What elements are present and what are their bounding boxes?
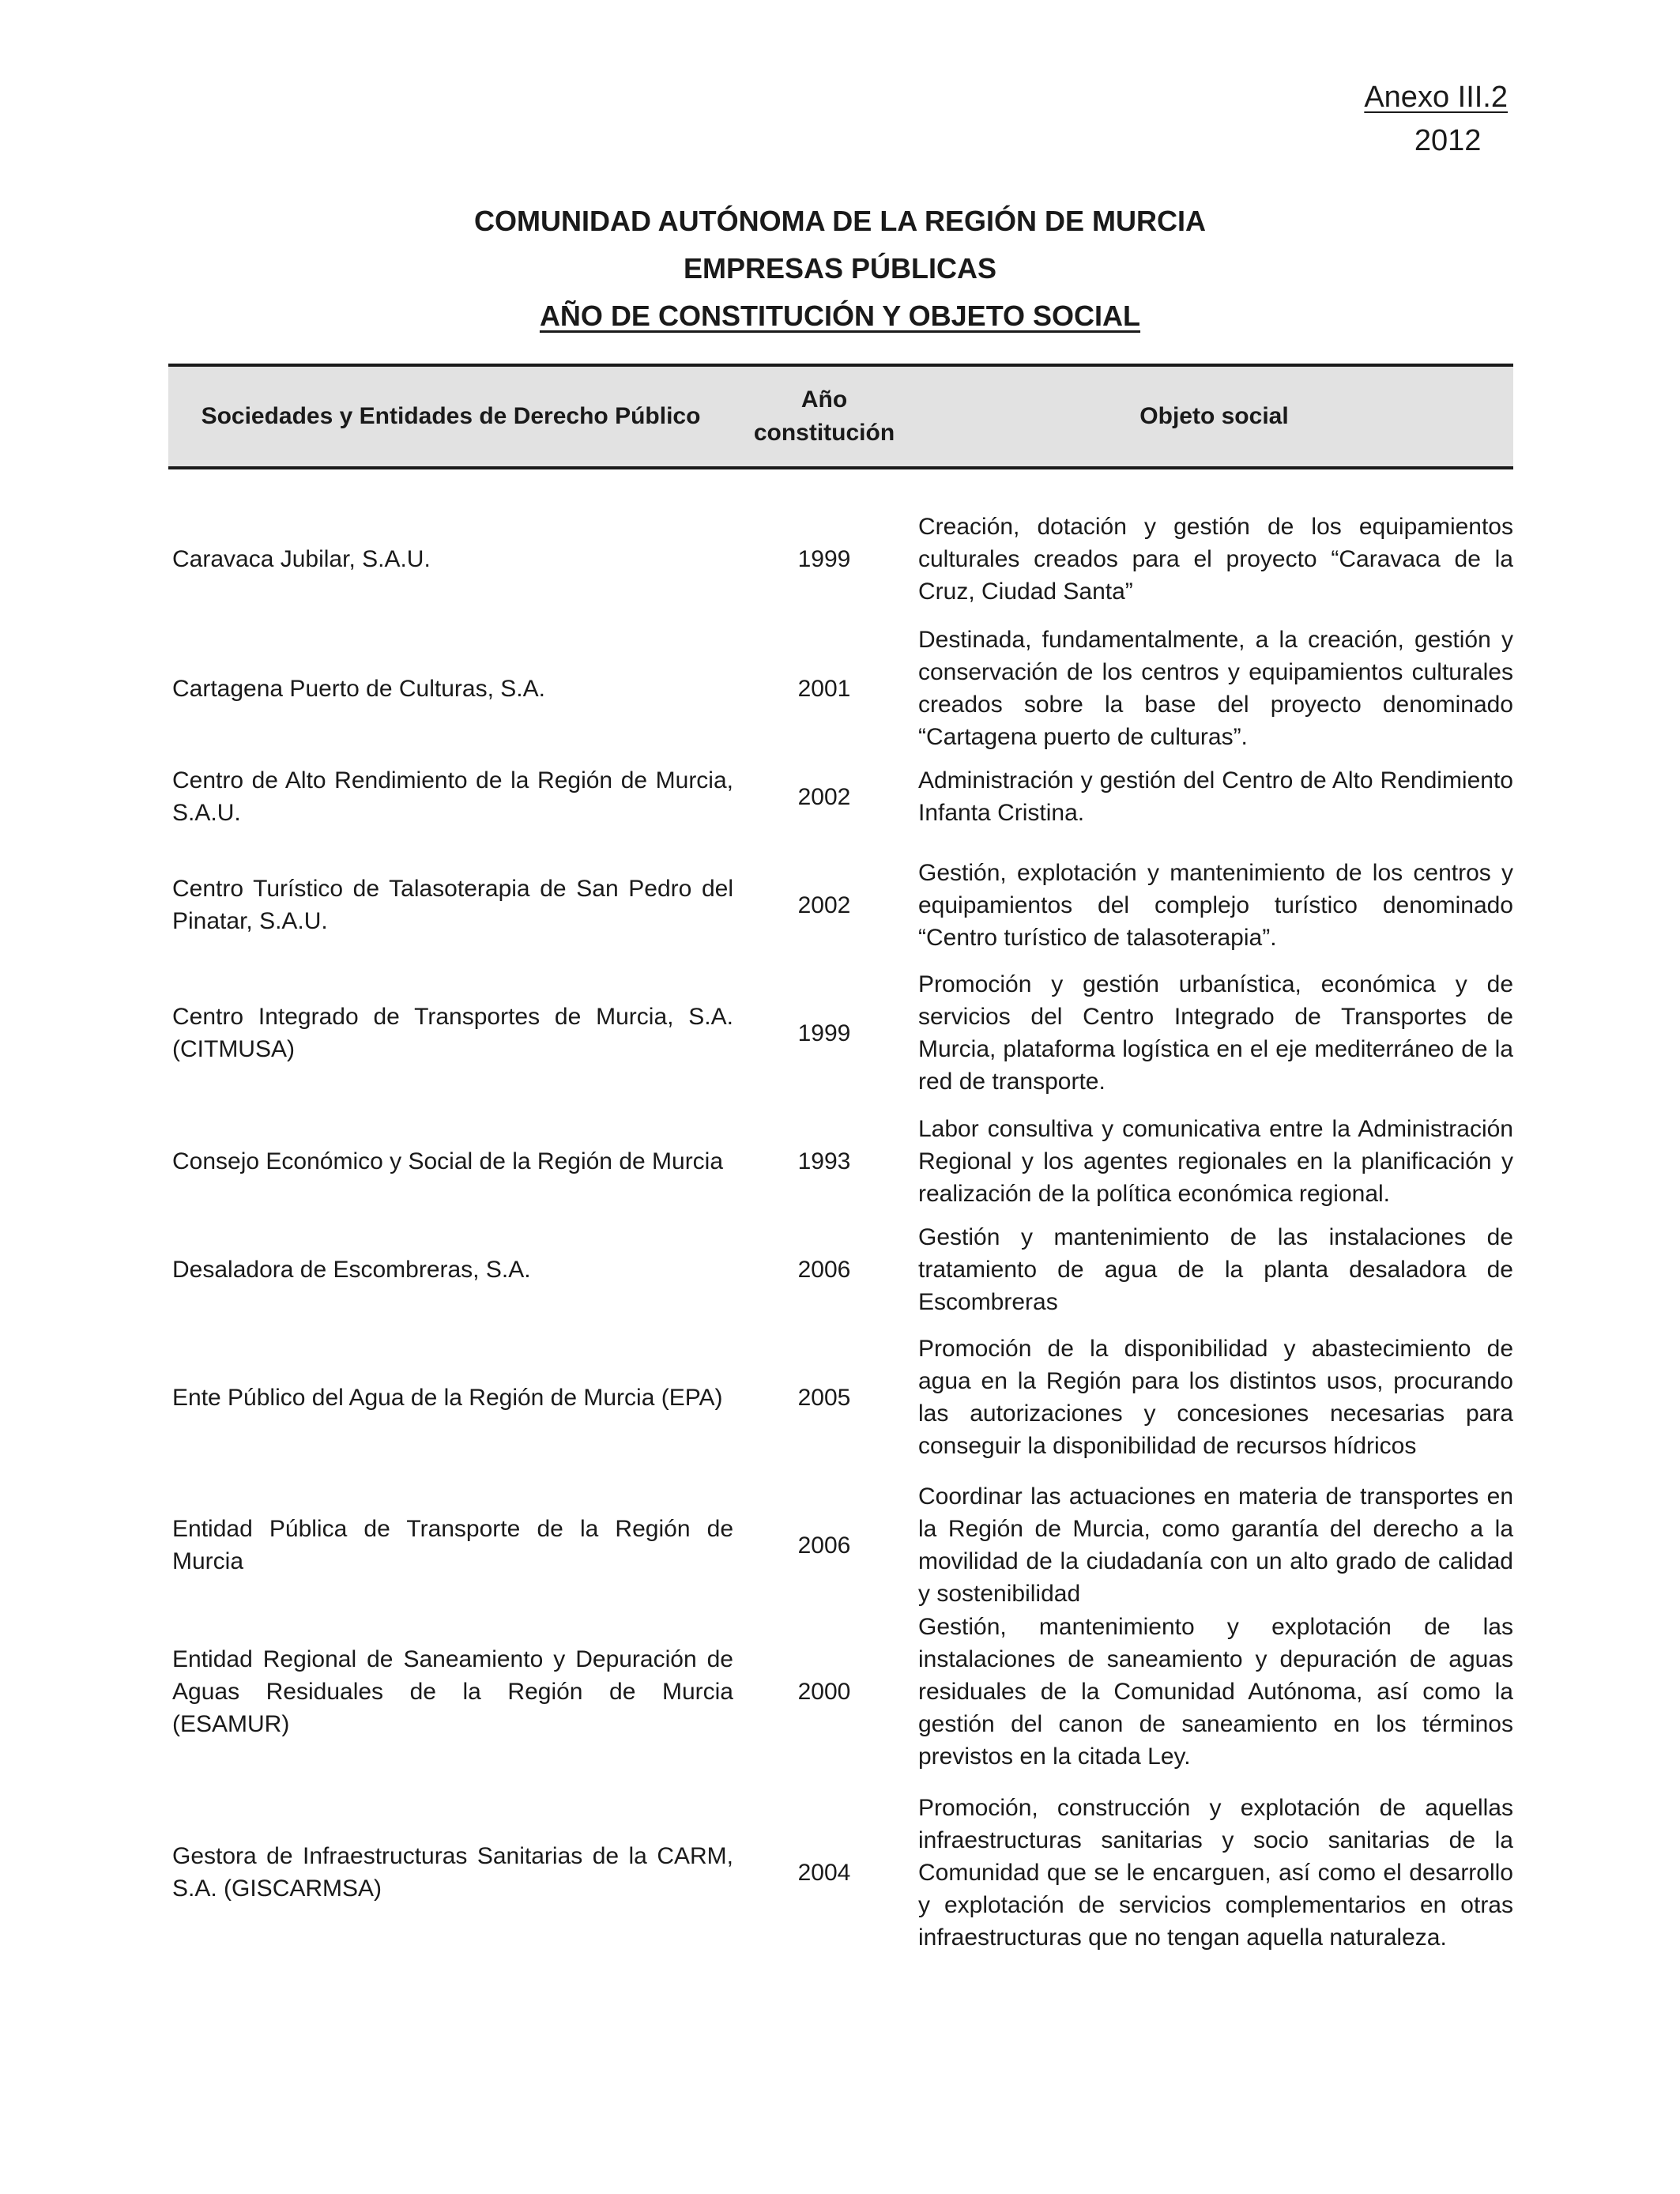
constitution-year: 2002 <box>797 783 851 810</box>
table-header <box>168 364 1513 469</box>
entity-name: Ente Público del Agua de la Región de Murcia (EPA) <box>172 1384 723 1411</box>
constitution-year: 2002 <box>797 892 851 918</box>
social-purpose: Coordinar las actuaciones en materia de transportes en la Región de Murcia, como garantía del derecho a la movilidad de la ciudadanía con un alto grado de calidad y sostenibilidad <box>918 1483 1513 1607</box>
header-year <box>733 383 915 450</box>
table-row <box>168 1097 1513 1225</box>
document-titles <box>0 198 1680 340</box>
table-row <box>168 1314 1513 1481</box>
social-purpose: Promoción, construcción y explotación de aquellas infraestructuras sanitarias y socio sanitarias de la Comunidad que se le encarguen, así como el desarrollo y explotación de servicios complementarios en otras infraestructuras que no tengan aquella naturaleza. <box>918 1794 1513 1951</box>
constitution-year: 1999 <box>797 1020 851 1046</box>
entity-name: Entidad Regional de Saneamiento y Depuración de Aguas Residuales de la Región de Murcia (ESAMUR) <box>172 1646 733 1737</box>
annex-label: Anexo III.2 <box>1364 81 1508 114</box>
companies-table <box>168 364 1513 1971</box>
entity-name: Gestora de Infraestructuras Sanitarias de la CARM, S.A. (GISCARMSA) <box>172 1843 733 1902</box>
social-purpose: Gestión, explotación y mantenimiento de los centros y equipamientos del complejo turístico denominado “Centro turístico de talasoterapia”. <box>918 859 1513 951</box>
entity-name: Caravaca Jubilar, S.A.U. <box>172 545 431 572</box>
table-row <box>168 1609 1513 1774</box>
social-purpose: Promoción de la disponibilidad y abastecimiento de agua en la Región para los distintos usos, procurando las autorizaciones y concesiones necesarias para conseguir la disponibilidad de recursos hídricos <box>918 1336 1513 1459</box>
constitution-year: 2006 <box>797 1256 851 1283</box>
entity-name: Consejo Económico y Social de la Región de Murcia <box>172 1148 724 1174</box>
header-purpose: Objeto social <box>1139 403 1289 429</box>
entity-name: Centro Turístico de Talasoterapia de San Pedro del Pinatar, S.A.U. <box>172 876 733 934</box>
table-row <box>168 1225 1513 1314</box>
entity-name: Cartagena Puerto de Culturas, S.A. <box>172 675 545 702</box>
entity-name: Centro Integrado de Transportes de Murcia, S.A. (CITMUSA) <box>172 1004 733 1062</box>
table-row <box>168 752 1513 841</box>
header-year-line2: constitución <box>753 420 895 446</box>
annex-year: 2012 <box>1414 124 1482 158</box>
table-row <box>168 841 1513 969</box>
table-row <box>168 624 1513 752</box>
social-purpose: Gestión y mantenimiento de las instalaciones de tratamiento de agua de la planta desaladora de Escombreras <box>918 1223 1513 1315</box>
constitution-year: 2006 <box>797 1532 851 1559</box>
header-year-line1: Año <box>800 386 848 413</box>
constitution-year: 2004 <box>797 1859 851 1886</box>
constitution-year: 1999 <box>797 545 851 572</box>
table-row <box>168 1774 1513 1971</box>
annex-header <box>1364 76 1508 163</box>
header-entity: Sociedades y Entidades de Derecho Público <box>201 403 701 429</box>
constitution-year: 2005 <box>797 1384 851 1411</box>
social-purpose: Promoción y gestión urbanística, económica y de servicios del Centro Integrado de Transportes de Murcia, plataforma logística en el eje mediterráneo de la red de transporte. <box>918 971 1513 1095</box>
title-subject: AÑO DE CONSTITUCIÓN Y OBJETO SOCIAL <box>539 300 1141 332</box>
table-body <box>168 469 1513 1971</box>
social-purpose: Destinada, fundamentalmente, a la creación, gestión y conservación de los centros y equipamientos culturales creados sobre la base del proyecto denominado “Cartagena puerto de culturas”. <box>918 627 1513 750</box>
table-row <box>168 1481 1513 1609</box>
entity-name: Entidad Pública de Transporte de la Región de Murcia <box>172 1516 733 1574</box>
social-purpose: Administración y gestión del Centro de Alto Rendimiento Infanta Cristina. <box>918 767 1513 826</box>
table-row <box>168 493 1513 624</box>
constitution-year: 1993 <box>797 1148 851 1174</box>
title-companies: EMPRESAS PÚBLICAS <box>683 252 997 285</box>
title-region: COMUNIDAD AUTÓNOMA DE LA REGIÓN DE MURCIA <box>474 205 1206 237</box>
social-purpose: Creación, dotación y gestión de los equipamientos culturales creados para el proyecto “Caravaca de la Cruz, Ciudad Santa” <box>918 513 1513 605</box>
table-row <box>168 969 1513 1097</box>
entity-name: Desaladora de Escombreras, S.A. <box>172 1256 531 1283</box>
entity-name: Centro de Alto Rendimiento de la Región de Murcia, S.A.U. <box>172 767 733 826</box>
constitution-year: 2001 <box>797 675 851 702</box>
social-purpose: Gestión, mantenimiento y explotación de las instalaciones de saneamiento y depuración de aguas residuales de la Comunidad Autónoma, así como la gestión del canon de saneamiento en los términos previstos en la citada Ley. <box>918 1613 1513 1770</box>
social-purpose: Labor consultiva y comunicativa entre la Administración Regional y los agentes regionales en la planificación y realización de la política económica regional. <box>918 1115 1513 1207</box>
constitution-year: 2000 <box>797 1678 851 1705</box>
